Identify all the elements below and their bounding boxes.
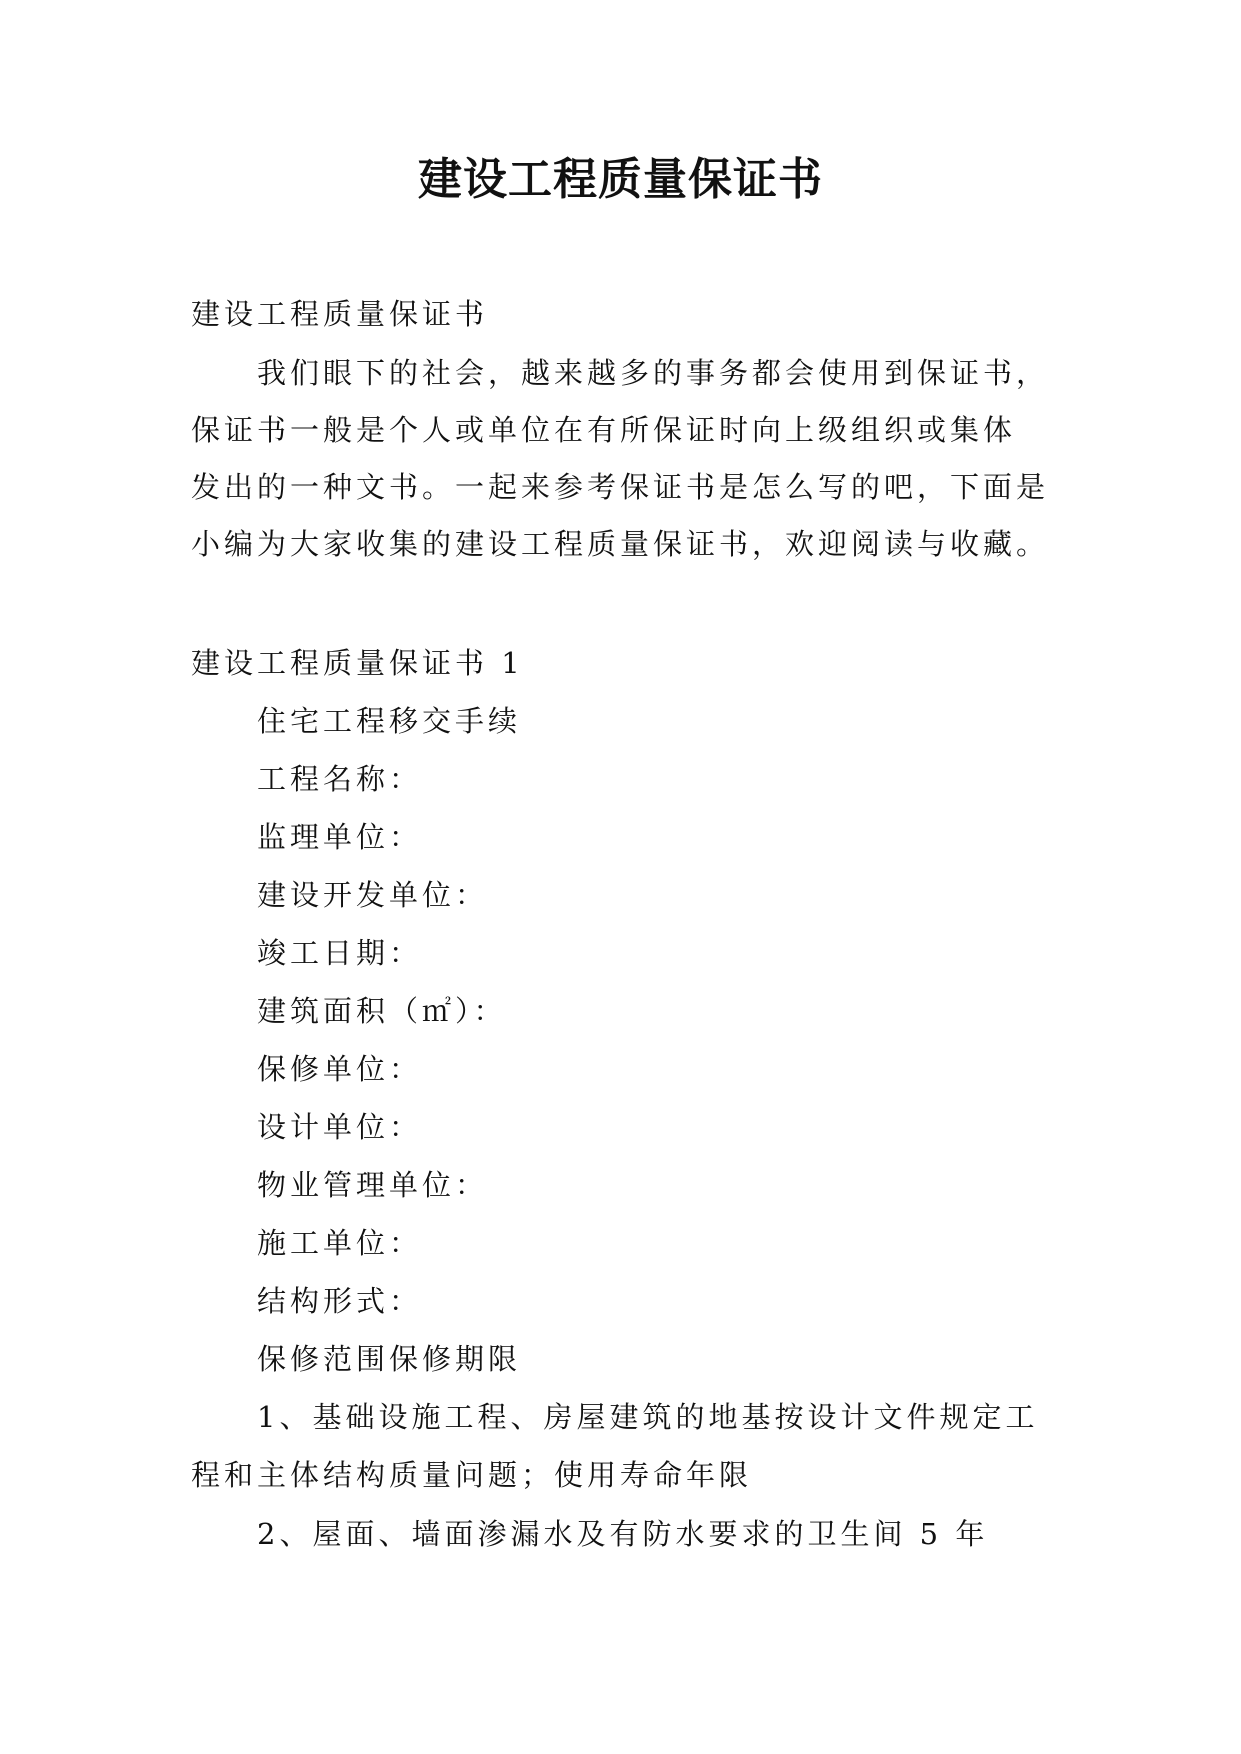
field-label: 竣工日期： — [257, 936, 423, 970]
scope-item: 2、屋面、墙面渗漏水及有防水要求的卫生间 5 年 — [257, 1517, 989, 1551]
field-label: 结构形式： — [257, 1284, 423, 1318]
document-subtitle: 建设工程质量保证书 — [191, 297, 489, 331]
section-heading: 建设工程质量保证书 1 — [191, 646, 524, 680]
intro-line: 小编为大家收集的建设工程质量保证书，欢迎阅读与收藏。 — [191, 527, 1050, 561]
field-label: 工程名称： — [257, 762, 423, 796]
intro-line: 保证书一般是个人或单位在有所保证时向上级组织或集体 — [191, 413, 1017, 447]
intro-line: 发出的一种文书。一起来参考保证书是怎么写的吧，下面是 — [191, 470, 1050, 504]
field-label: 建筑面积（㎡）： — [257, 994, 507, 1028]
scope-item: 程和主体结构质量问题；使用寿命年限 — [191, 1458, 753, 1492]
scope-item: 1、基础设施工程、房屋建筑的地基按设计文件规定工 — [257, 1400, 1039, 1434]
field-label: 设计单位： — [257, 1110, 423, 1144]
handover-title: 住宅工程移交手续 — [257, 704, 522, 738]
scope-heading: 保修范围保修期限 — [257, 1342, 522, 1376]
document-title: 建设工程质量保证书 — [418, 154, 823, 205]
field-label: 监理单位： — [257, 820, 423, 854]
field-label: 物业管理单位： — [257, 1168, 489, 1202]
field-label: 建设开发单位： — [257, 878, 489, 912]
field-label: 保修单位： — [257, 1052, 423, 1086]
field-label: 施工单位： — [257, 1226, 423, 1260]
intro-line: 我们眼下的社会，越来越多的事务都会使用到保证书， — [257, 356, 1050, 390]
